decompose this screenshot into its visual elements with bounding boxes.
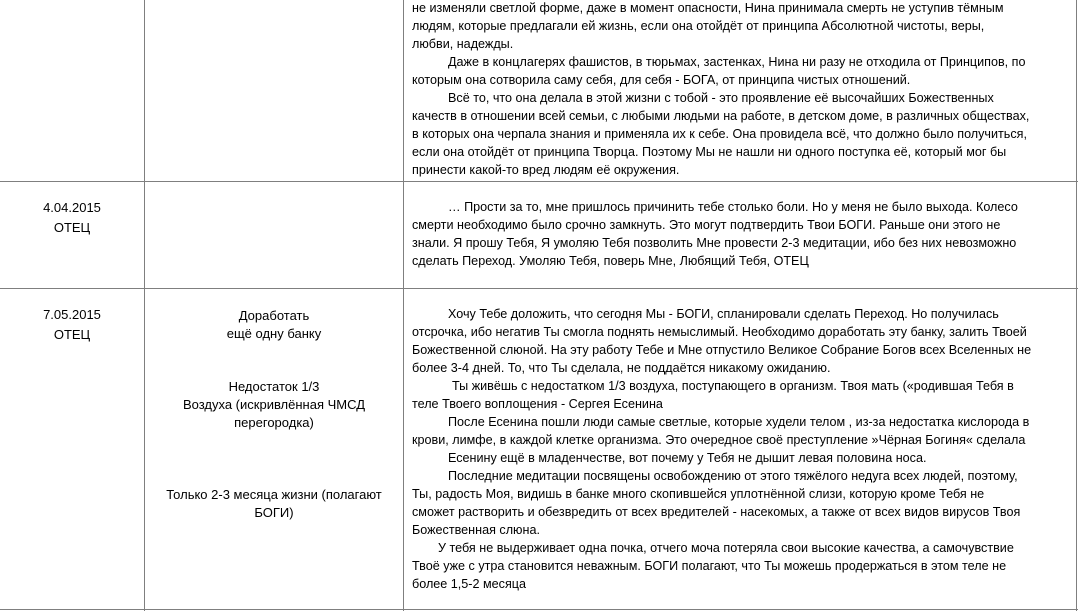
text-line: Божественная слюна.: [412, 523, 540, 537]
text-line: любви, надежды.: [412, 37, 514, 51]
text-line: не изменяли светлой форме, даже в момент опасности, Нина принимала смерть не уступив тёмным: [412, 1, 1004, 15]
text-line: Хочу Тебе доложить, что сегодня Мы - БОГИ, спланировали сделать Переход. Но получилась: [448, 307, 999, 321]
text-line: Ты, радость Моя, видишь в банке много скопившейся уплотнённой слизи, которую кроме Тебя не: [412, 487, 985, 501]
entry-date: 7.05.2015: [43, 307, 101, 322]
row-note-cell: [145, 378, 403, 438]
note-line: перегородка): [234, 415, 314, 430]
note-line: Недостаток 1/3: [228, 379, 320, 394]
text-line: более 3-4 дней. То, что Ты сделала, не поддаётся никакому ожиданию.: [412, 361, 831, 375]
row-date-cell: [0, 305, 144, 365]
text-line: Есенину ещё в младенчестве, вот почему у Тебя не дышит левая половина носа.: [448, 451, 927, 465]
row-note-cell: [145, 0, 403, 181]
note-line: Только 2-3 месяца жизни (полагают: [166, 487, 382, 502]
text-line: которым она сотворила саму себя, для себя - БОГА, от принципа чистых отношений.: [412, 73, 911, 87]
text-line: После Есенина пошли люди самые светлые, которые худели телом , из-за недостатка кислорода в: [448, 415, 1030, 429]
text-line: в которых она черпала знания и применяла их к себе. Она провидела всё, что должно было получиться,: [412, 127, 1027, 141]
text-line: У тебя не выдерживает одна почка, отчего моча потеряла свои высокие качества, а самочувствие: [438, 541, 1014, 555]
row-date-cell: [0, 0, 144, 181]
entry-author: ОТЕЦ: [53, 327, 91, 342]
row-date-cell: [0, 198, 144, 258]
note-line: Доработать: [238, 308, 310, 323]
text-line: людям, которые предлагали ей жизнь, если она отойдёт от принципа Абсолютной чистоты, веры,: [412, 19, 985, 33]
text-line: знали. Я прошу Тебя, Я умоляю Тебя позволить Мне провести 2-3 медитации, ибо без них невозможно: [412, 236, 1017, 250]
row-note-cell: [145, 182, 403, 288]
text-line: Твоё уже с утра становится неважным. БОГИ полагают, что Ты можешь продержаться в этом теле не: [412, 559, 1007, 573]
text-line: Всё то, что она делала в этой жизни с тобой - это проявление её высочайших Божественных: [448, 91, 994, 105]
text-line: Ты живёшь с недостатком 1/3 воздуха, поступающего в организм. Твоя мать («родившая Тебя в: [452, 379, 1014, 393]
text-line: теле Твоего воплощения - Сергея Есенина: [412, 397, 663, 411]
text-line: отсрочка, ибо негатив Ты смогла поднять немыслимый. Необходимо доработать эту банку, залить Твоей: [412, 325, 1027, 339]
text-line: Последние медитации посвящены освобождению от этого тяжёлого недуга всех людей, поэтому,: [448, 469, 1018, 483]
note-line: ещё одну банку: [226, 326, 322, 341]
note-line: Воздуха (искривлённая ЧМСД: [182, 397, 366, 412]
text-line: … Прости за то, мне пришлось причинить тебе столько боли. Но у меня не было выхода. Колесо: [448, 200, 1018, 214]
text-line: крови, лимфе, в каждой клетке организма. Это очередное своё преступление »Чёрная Богиня« сделала: [412, 433, 1026, 447]
text-line: качеств в отношении всей семьи, с любыми людьми на работе, в детском доме, в различных обществах,: [412, 109, 1030, 123]
row-note-cell: [145, 486, 403, 526]
entry-date: 4.04.2015: [43, 200, 101, 215]
text-line: Божественной слюной. На эту работу Тебе и Мне отпустило Великое Собрание Богов всех Вселенных не: [412, 343, 1032, 357]
text-line: смерти необходимо было срочно замкнуть. Это могут подтвердить Твои БОГИ. Раньше они этого не: [412, 218, 1001, 232]
text-line: если она отойдёт от принципа Творца. Поэтому Мы не нашли ни одного поступка её, который мог бы: [412, 145, 1007, 159]
grid-line: [0, 288, 1078, 289]
entry-author: ОТЕЦ: [53, 220, 91, 235]
grid-line: [403, 0, 404, 611]
grid-line: [0, 609, 1078, 610]
row-text-cell: [412, 198, 1074, 288]
text-line: сможет растворить и обезвредить от всех вредителей - насекомых, а также от всех видов вирусов Твоя: [412, 505, 1021, 519]
text-line: более 1,5-2 месяца: [412, 577, 526, 591]
row-text-cell: [412, 0, 1074, 181]
grid-line: [1076, 0, 1077, 611]
row-note-cell: [145, 307, 403, 347]
text-line: принести какой-то вред людям её окружения.: [412, 163, 680, 177]
note-line: БОГИ): [254, 505, 294, 520]
text-line: сделать Переход. Умоляю Тебя, поверь Мне, Любящий Тебя, ОТЕЦ: [412, 254, 809, 268]
row-text-cell: [412, 305, 1074, 609]
text-line: Даже в концлагерях фашистов, в тюрьмах, застенках, Нина ни разу не отходила от Принципов, по: [448, 55, 1026, 69]
